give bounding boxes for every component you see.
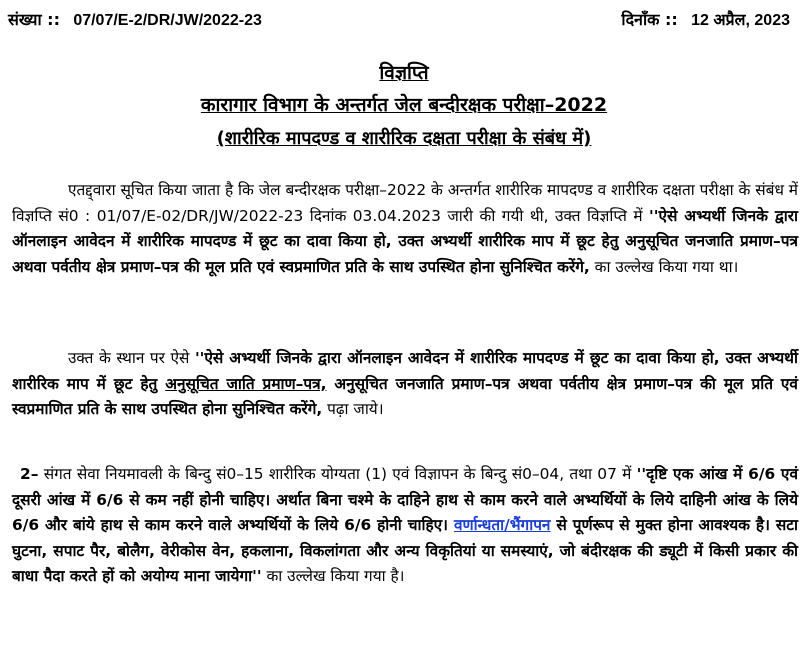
notice-subtitle: (शारीरिक मापदण्ड व शारीरिक दक्षता परीक्षा के संबंध में) bbox=[216, 128, 592, 149]
para1-outro: का उल्लेख किया गया था। bbox=[589, 257, 739, 276]
paragraph-2 bbox=[12, 346, 798, 423]
para2-quote-a: ''ऐसे अभ्यर्थी जिनके द्वारा ऑनलाइन आवेदन में शारीरिक मापदण्ड में छूट का दावा किया हो, उक्त अभ्यर्थी शारीरिक माप में छूट हेतु bbox=[12, 349, 799, 393]
para1-quote: ''ऐसे अभ्यर्थी जिनके द्वारा ऑनलाइन आवेदन में शारीरिक मापदण्ड में छूट का दावा किया हो, उक्त अभ्यर्थी शारीरिक माप में छूट हेतु अनुसूचित जनजाति प्रमाण–पत्र अथवा पर्वतीय क्षेत्र प्रमाण–पत्र की मूल प्रति एवं स्वप्रमाणित प्रति के साथ उपस्थित होना सुनिश्चित करेंगे, bbox=[12, 206, 798, 276]
para3-intro: संगत सेवा नियमावली के बिन्दु सं0–15 शारीरिक योग्यता (1) एवं विज्ञापन के बिन्दु सं0–04, तथा 07 में bbox=[38, 465, 637, 483]
notice-date bbox=[621, 8, 790, 30]
paragraph-3 bbox=[12, 462, 798, 590]
para1-intro: एतद्द्वारा सूचित किया जाता है कि जेल बन्दीरक्षक परीक्षा–2022 के अन्तर्गत शारीरिक मापदण्ड व शारीरिक दक्षता परीक्षा के संबंध में विज्ञप्ति सं0 : 01/07/E-02/DR/JW/2022-23 दिनांक 03.04.2023 जारी की गयी थी, उक्त विज्ञप्ति में bbox=[12, 181, 799, 225]
reference-label: संख्या :: bbox=[8, 10, 60, 29]
notice-title: विज्ञप्ति bbox=[379, 62, 429, 84]
para2-outro: पढ़ा जाये। bbox=[322, 400, 384, 418]
para3-highlight: वर्णान्धता/भैंगापन bbox=[453, 516, 551, 534]
para2-quote-b: अनुसूचित जनजाति प्रमाण–पत्र अथवा पर्वतीय क्षेत्र प्रमाण–पत्र की मूल प्रति एवं स्वप्रमाणित प्रति के साथ उपस्थित होना सुनिश्चित करेंगे, bbox=[12, 374, 798, 418]
para3-outro: का उल्लेख किया गया है। bbox=[261, 567, 405, 585]
reference-value: 07/07/E-2/DR/JW/2022-23 bbox=[73, 12, 262, 29]
para3-quote-a: ''दृष्टि एक आंख में 6/6 एवं दूसरी आंख में 6/6 से कम नहीं होनी चाहिए। अर्थात बिना चश्मे के दाहिने हाथ से काम करने वाले अभ्यर्थियों के लिये दाहिनी आंख के लिये 6/6 और बांये हाथ से काम करने वाले अभ्यर्थियों के लिये 6/6 होनी चाहिए। bbox=[12, 465, 798, 534]
date-label: दिनाँक :: bbox=[621, 10, 678, 29]
para2-intro: उक्त के स्थान पर ऐसे bbox=[68, 349, 195, 367]
para3-number: 2– bbox=[20, 465, 39, 483]
paragraph-1 bbox=[12, 178, 798, 280]
para3-quote-b: से पूर्णरूप से मुक्त होना आवश्यक है। सटा घुटना, सपाट पैर, बोलैग, वेरीकोस वेन, हकलाना, विकलांगता और अन्य विकृतियां या समस्याएं, जो बंदीरक्षक की ड्यूटी में किसी प्रकार की बाधा पैदा करते हों को अयोग्य माना जायेगा'' bbox=[12, 516, 799, 585]
reference-number bbox=[8, 8, 262, 30]
notice-titles bbox=[0, 58, 808, 156]
notice-subject: कारागार विभाग के अन्तर्गत जेल बन्दीरक्षक परीक्षा–2022 bbox=[200, 94, 608, 116]
date-value: 12 अप्रैल, 2023 bbox=[691, 12, 790, 29]
para2-quote-underlined: अनुसूचित जाति प्रमाण–पत्र, bbox=[165, 374, 327, 393]
